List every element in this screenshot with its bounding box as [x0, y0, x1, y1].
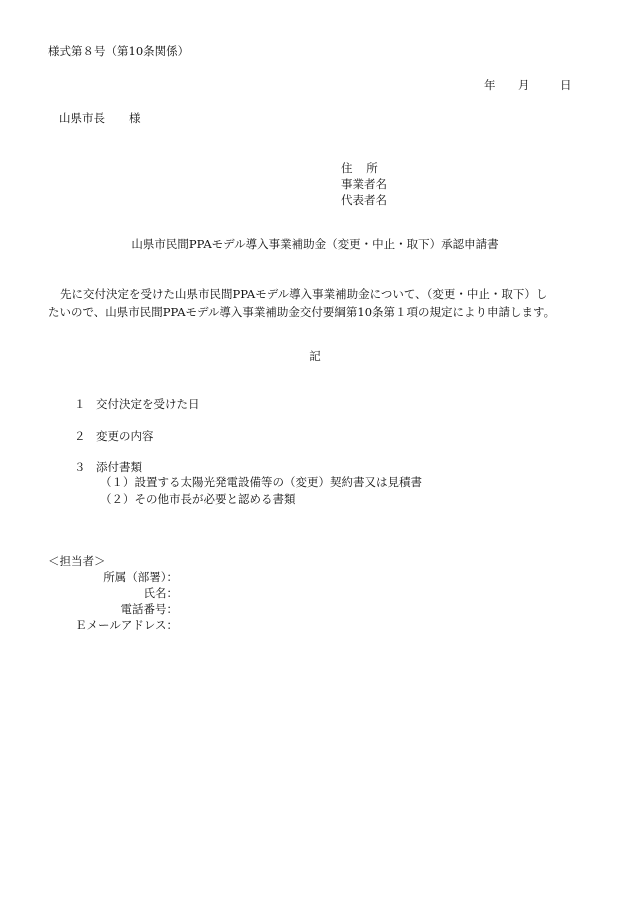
applicant-block	[341, 160, 392, 208]
item-label: 変更の内容	[96, 429, 154, 443]
body-line-1: 先に交付決定を受けた山県市民間PPAモデル導入事業補助金について、（変更・中止・取下）し	[60, 287, 548, 301]
business-name-label: 事業者名	[341, 177, 387, 191]
item-number: ３	[74, 460, 86, 474]
list-item	[74, 461, 142, 475]
contact-phone-label: 電話番号：	[120, 602, 178, 616]
item-number: ２	[74, 429, 86, 443]
item-number: １	[74, 397, 86, 411]
attachment-number: （１）	[100, 475, 135, 489]
addressee-name: 山県市長	[59, 111, 105, 125]
date-year-label: 年	[484, 78, 496, 92]
date-month-label: 月	[518, 78, 530, 92]
attachment-label: 設置する太陽光発電設備等の（変更）契約書又は見積書	[134, 475, 422, 489]
address-label: 住所	[341, 161, 392, 175]
ki-heading: 記	[309, 349, 321, 363]
contact-department-label: 所属（部署）：	[103, 570, 178, 584]
list-item	[74, 430, 154, 444]
list-item	[74, 398, 200, 412]
form-number: 様式第８号（第10条関係）	[48, 44, 190, 58]
attachment-item	[100, 493, 296, 507]
attachment-label: その他市長が必要と認める書類	[134, 492, 296, 506]
contact-name-label: 氏名：	[143, 586, 178, 600]
contact-header: ＜担当者＞	[48, 554, 106, 568]
representative-label: 代表者名	[341, 193, 387, 207]
document-title: 山県市民間PPAモデル導入事業補助金（変更・中止・取下）承認申請書	[131, 237, 499, 251]
item-label: 交付決定を受けた日	[96, 397, 200, 411]
item-label: 添付書類	[96, 460, 142, 474]
attachment-number: （２）	[100, 492, 135, 506]
addressee	[59, 112, 141, 126]
contact-email-label: Ｅメールアドレス：	[75, 618, 178, 632]
body-line-2: たいので、山県市民間PPAモデル導入事業補助金交付要綱第10条第１項の規定により申請します。	[48, 305, 556, 319]
addressee-honorific: 様	[129, 111, 141, 125]
date-line	[484, 79, 572, 93]
attachment-item	[100, 476, 422, 490]
body-text	[48, 285, 582, 321]
date-day-label: 日	[560, 78, 572, 92]
